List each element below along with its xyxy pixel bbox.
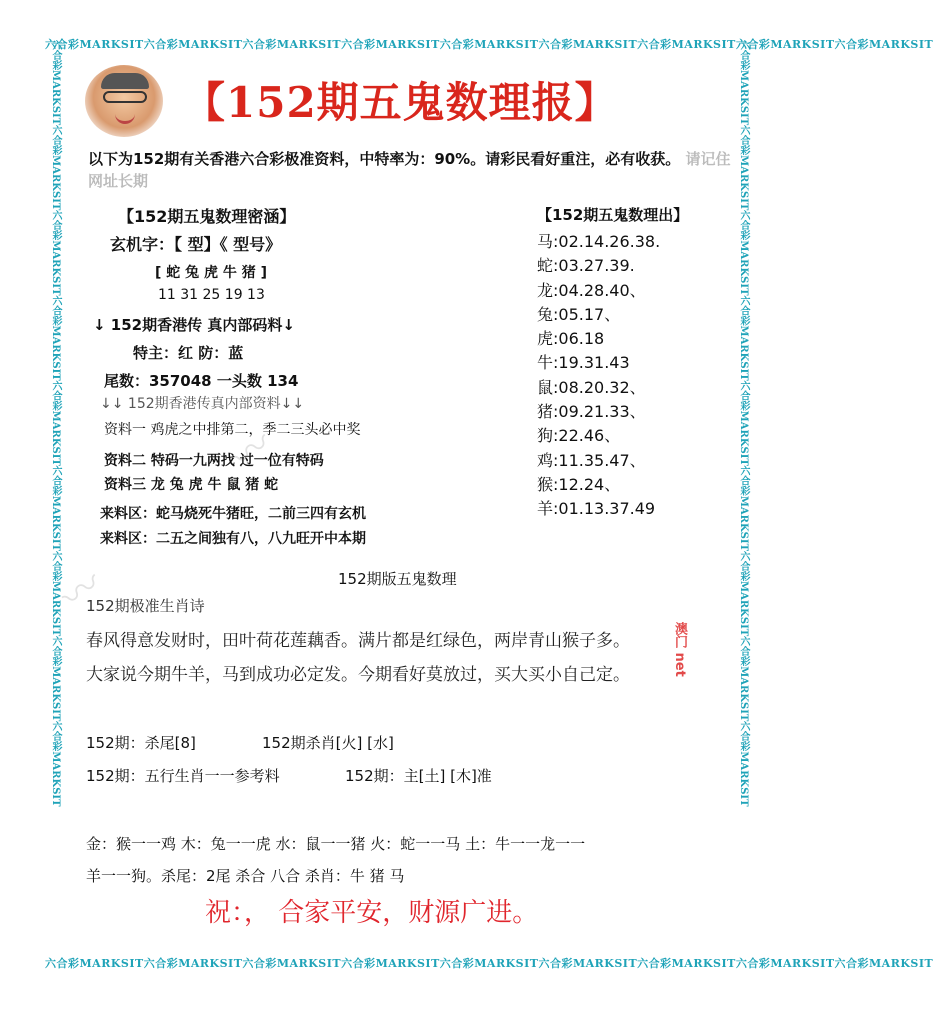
right-heading: 【152期五鬼数理出】: [537, 206, 689, 224]
list-item: 鼠:08.20.32、: [537, 377, 646, 397]
intro-faded: 请记住网址长期: [88, 150, 731, 190]
list-item: 兔:05.17、: [537, 304, 621, 324]
source-1: 来料区：蛇马烧死牛猪旺，二前三四有玄机: [100, 506, 366, 522]
list-item: 牛:19.31.43: [537, 353, 630, 373]
list-item: 马:02.14.26.38.: [537, 232, 661, 251]
hk-title: ↓ 152期香港传 真内部码料↓: [93, 316, 295, 334]
kill-zodiac: 152期杀肖[火] [水]: [262, 734, 394, 752]
elements-line-1: 金：猴一一鸡 木：兔一一虎 水：鼠一一猪 火：蛇一一马 土：牛一一龙一一: [86, 835, 586, 853]
watermark-2: 〰: [222, 421, 282, 482]
number-list: 11 31 25 19 13: [158, 287, 265, 303]
zodiac-number-list: [537, 230, 660, 522]
special-text: 特主：红 防：蓝: [133, 344, 244, 362]
tail-text: 尾数：357048 一头数 134: [104, 372, 299, 390]
list-item: 蛇:03.27.39.: [537, 256, 635, 276]
section-title: 152期版五鬼数理: [338, 570, 457, 588]
border-left: 六合彩MARKSIT六合彩MARKSIT六合彩MARKSIT六合彩MARKSIT六合彩MARKSIT六合彩MARKSIT六合彩MARKSIT六合彩MARKSIT六合彩MARKSIT: [50, 40, 61, 807]
five-elements: 152期：五行生肖一一参考料: [86, 767, 280, 785]
list-item: 鸡:11.35.47、: [537, 450, 646, 470]
border-right: 六合彩MARKSIT六合彩MARKSIT六合彩MARKSIT六合彩MARKSIT六合彩MARKSIT六合彩MARKSIT六合彩MARKSIT六合彩MARKSIT六合彩MARKSIT: [738, 40, 749, 807]
list-item: 龙:04.28.40、: [537, 280, 646, 300]
intro-text: [88, 148, 743, 192]
main-elements: 152期：主[土] [木]准: [345, 767, 492, 785]
material-3: 资料三 龙 兔 虎 牛 鼠 猪 蛇: [104, 477, 279, 493]
kill-tail: 152期：杀尾[8]: [86, 734, 196, 752]
zodiac-list: [ 蛇 兔 虎 牛 猪 ]: [155, 265, 268, 281]
list-item: 猴:12.24、: [537, 474, 621, 494]
blessing-text: 祝：， 合家平安，财源广进。: [205, 898, 539, 928]
watermark-1: 〰: [52, 561, 112, 622]
material-1: 资料一 鸡虎之中排第二，季二三头必中奖: [104, 422, 361, 438]
left-heading: 【152期五鬼数理密涵】: [118, 207, 296, 226]
poem-line-2: 大家说今期牛羊，马到成功必定发。今期看好莫放过，买大买小自己定。: [86, 665, 630, 685]
source-2: 来料区：二五之间独有八，八九旺开中本期: [100, 531, 366, 547]
hk-title-2: ↓↓ 152期香港传真内部资料↓↓: [100, 396, 305, 412]
avatar: [85, 65, 163, 137]
intro-main: 以下为152期有关香港六合彩极准资料，中特率为：90%。请彩民看好重注，必有收获。: [88, 150, 681, 168]
riddle-text: 玄机字：【 型】《 型号》: [110, 235, 282, 254]
poem-line-1: 春风得意发财时，田叶荷花莲藕香。满片都是红绿色，两岸青山猴子多。: [86, 631, 630, 651]
list-item: 羊:01.13.37.49: [537, 499, 656, 519]
list-item: 狗:22.46、: [537, 426, 621, 446]
border-top: 六合彩MARKSIT六合彩MARKSIT六合彩MARKSIT六合彩MARKSIT六合彩MARKSIT六合彩MARKSIT六合彩MARKSIT六合彩MARKSIT六合彩MARKSIT: [45, 38, 933, 51]
side-mark: 澳门 net: [672, 622, 687, 677]
border-bottom: 六合彩MARKSIT六合彩MARKSIT六合彩MARKSIT六合彩MARKSIT六合彩MARKSIT六合彩MARKSIT六合彩MARKSIT六合彩MARKSIT六合彩MARKSIT: [45, 957, 933, 970]
material-2: 资料二 特码一九两找 过一位有特码: [104, 453, 324, 469]
list-item: 虎:06.18: [537, 329, 605, 349]
elements-line-2: 羊一一狗。杀尾：2尾 杀合 八合 杀肖：牛 猪 马: [86, 867, 405, 885]
poem-title: 152期极准生肖诗: [86, 597, 205, 615]
list-item: 猪:09.21.33、: [537, 402, 646, 422]
page-title: 【152期五鬼数理报】: [183, 78, 618, 127]
